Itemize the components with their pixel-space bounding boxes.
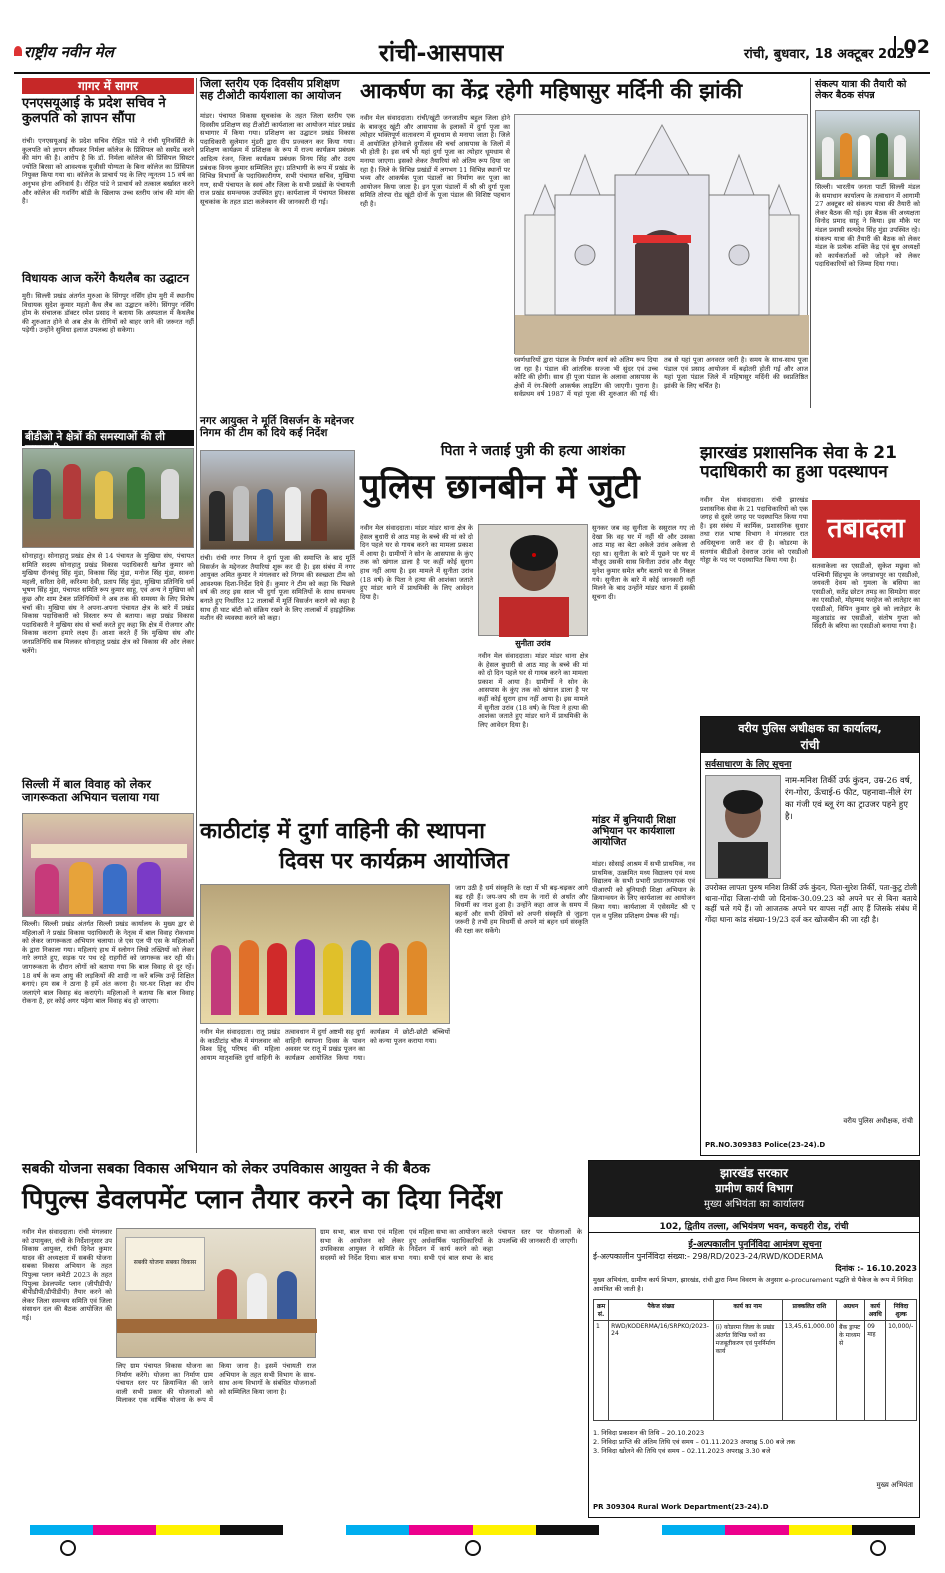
story-headline: एनएसयूआई के प्रदेश सचिव ने कुलपति को ज्ञापन सौंपा (22, 96, 166, 126)
notice-title: सर्वसाधारण के लिए सूचना (705, 760, 792, 770)
section-title: रांची-आसपास (379, 39, 504, 67)
table-cell: 10,000/- (886, 1321, 917, 1421)
story-headline: पुलिस छानबीन में जुटी (360, 467, 640, 507)
story-body: जाग उठी है धर्म संस्कृति के रक्षा में भी बढ़-चढ़कर आगे बढ़ रही हैं। जय-जय श्री राम के नारों से अर्थात और विधर्मी का नाश हुआ है। उन्होंने कहा आज के समय में बहनों और सभी देवियों को अपनी संस्कृति से जुड़ना जरूरी है तभी हम विधर्मी से अपने मां बहन धर्म संस्कृति की रक्षा कर सकेंगे। (455, 884, 588, 935)
table-header: निविदा शुल्क (886, 1300, 917, 1321)
story-headline: सिल्ली में बाल विवाह को लेकर जागरूकता अभियान चलाया गया (22, 777, 160, 804)
news-photo (200, 450, 355, 550)
story-body: नवीन मेल संवाददाता। मांडर मांडर थाना क्षेत्र के हेसल बुधारी से आठ माह के बच्चे की मां को दो दिन पहले घर से गायब करने का मामला प्रकाश में आया है। ग्रामीणों ने सोन के आसपास के कुंए तक को खंगाल डाला है पर कहीं कोई सुराग हाथ नहीं आया है। इस मामले में सुनीता उरांव (18 वर्ष) के पिता ने हत्या की आशंका जताते हुए मांडर थाने में प्राथमिकी के लिए आवेदन दिया है। (360, 524, 473, 601)
table-row (594, 1321, 917, 1421)
table-cell: 09 माह (865, 1321, 886, 1421)
story-body: रांची। रांची नगर निगम ने दुर्गा पूजा की समाप्ति के बाद मूर्ति विसर्जन के मद्देनजर तैयारियां शुरू कर दी है। इस संबंध में नगर आयुक्त अमित कुमार ने मंगलवार को निगम की स्वच्छता टीम को आवश्यक दिशा-निर्देश दिये हैं। कुमार ने टीम को कहा कि पिछले वर्ष की तरह इस साल भी दुर्गा पूजा समितियों के साथ समन्वय बनाते हुए निर्धारित 12 तालाबों में मूर्ति विसर्जन कराने को कहा है साथ ही घाट बॉटी को संक्रिय रखने के लिए तालाबों में हाइड्रोलिक मशीन की व्यवस्था करने को कहा। (200, 554, 355, 623)
police-notice (700, 716, 920, 1156)
masthead (14, 34, 930, 74)
tender-address: 102, द्वितीय तल्ला, अभियंत्रण भवन, कचहरी रोड, रांची (589, 1219, 919, 1233)
news-photo (22, 813, 194, 917)
notice-header (701, 717, 919, 753)
story-body: सिल्ली। सिल्ली प्रखंड अंतर्गत सिल्ली प्रखंड कार्यालय के मुख्य द्वार से महिलाओं ने प्रखंड विकास पदाधिकारी के नेतृत्व में बाल विवाह रोकथाम को लेकर जागरूकता अभियान चलाया। जे एस एल पी एस के महिलाओं के द्वारा निकाला गया। महिलाएं हाथ में स्लोगन लिखे तख्तियों को लेकर नारे लगाते हुए, सड़क पर पथ रहे राहगीरों को जागरूक कर रही थी। जागरूकता के दौरान लोगों को बताया गया कि बाल विवाह से दूर रहें। 18 वर्ष के कम आयु की लड़कियों की शादी ना करें बल्कि उन्हें शिक्षित बनाएं। हम सब ने ठाना है हमें अंत करना है। घर-घर शिक्षा का दीप जलाएंगे बाल विवाह बंद कराएंगे। महिलाओं ने बताया कि बाल विवाह रोकना है, हर कोई अगर पढ़ेगा बाल विवाह बंद हो जाएगा। (22, 920, 194, 1006)
lead-headline: आकर्षण का केंद्र रहेगी महिषासुर मर्दिनी की झांकी (360, 79, 743, 103)
news-photo (815, 110, 920, 180)
transfer-badge: तबादला (812, 500, 920, 558)
story-body: सिल्ली। भारतीय जनता पार्टी सिल्ली मंडल के समाधान कार्यालय के तत्वाधान में आगामी 27 अक्टूबर को संकल्प यात्रा की तैयारी को लेकर बैठक की गई। इस बैठक की अध्यक्षता विनोद प्रमाद साहू ने किया। इस मौके पर मंडल प्रवासी सत्यदेव सिंह मुंडा उपस्थित रहे। संकल्प यात्रा की तैयारी की बैठक को लेकर मंडल के प्रत्येक शक्ति केंद्र एवं बूथ अध्यक्षों को कार्यकर्ताओं को जोड़ने को लेकर पदाधिकारियों को जिम्मा दिया गया। (815, 183, 920, 269)
story-body: सुनकर जब वह सुनीता के ससुराल गए तो देखा कि वह घर में नहीं थी और उसका आठ माह का बेटा अकेले उरांव अकेला रो रहा था। सुनीता के बारे में पूछने पर घर में मौजूद उसकी सास विनीता उरांव और मैसूर मुनेश कुमार समेत बगैर बताये घर से निकल गये। सुनीता के बारे में कोई जानकारी नहीं मिलने के बाद उन्होंने मांडर थाना में इसकी सूचना दी। (592, 524, 695, 601)
tender-notes: 1. निविदा प्रकाशन की तिथि – 20.10.2023 2. निविदा प्राप्ति की अंतिम तिथि एवं समय – 01.11.2023 अपराह्न 5.00 बजे तक 3. निविदा खोलने की तिथि एवं समय – 02.11.2023 अपराह्न 3.30 बजे (593, 1429, 796, 1455)
story-body: मुरी। सिल्ली प्रखंड अंतर्गत मुरुआ के सिंगपुर नर्सिंग होम मुरी में स्थानीय विधायक सुदेश कुमार महतो कैथ लैब का उद्घाटन करेंगे। सिंगपुर नर्सिंग होम के संचालक डॉक्टर रमेश प्रसाद ने बताया कि अस्पताल में कैथलैब की शुरुआत होने से अब क्षेत्र के रोगियों को बाहर जाने की जरूरत नहीं पड़ेगी। उन्होंने सुविधा इलाज उपलब्ध हो सकेगा। (22, 292, 194, 335)
story-body: नवीन मेल संवाददाता। रातू प्रखंड के काठीटांड़ चौक में मंगलवार को विश्व हिंदू परिषद की महिला आयाम मातृशक्ति दुर्गा वाहिनी के तत्वावधान में दुर्गा अष्टमी सह दुर्गा वाहिनी स्थापना दिवस के पावन अवसर पर रातू में प्रखंड पूजन का कार्यक्रम आयोजित किया गया। कार्यक्रम में छोटी-छोटी बच्चियों को कन्या पूजन कराया गया। (200, 1028, 450, 1062)
table-cell: 13,45,61,000.00 (782, 1321, 837, 1421)
table-header: अग्रधन (837, 1300, 865, 1321)
story-body: नवीन मेल संवाददाता। रांची झारखंड प्रशासनिक सेवा के 21 पदाधिकारियों को एक जगह से दूसरे जगह पर पदस्थापित किया गया है। इस संबंध में कार्मिक, प्रशासनिक सुधार तथा राज भाषा विभाग ने मंगलवार रात अधिसूचना जारी कर दी है। कोडरमा के सतगांव बीडीओ देवराज उरांव को एसडीओ गोड्डा के पद पर पदस्थापित किया गया है। (700, 496, 808, 565)
table-header: प्राक्कलित राशि (782, 1300, 837, 1321)
tender-intro: मुख्य अभियंता, ग्रामीण कार्य विभाग, झारखंड, रांची द्वारा निम्न विवरण के अनुसार e-procurement पद्धति से पैकेज के रूप में निविदा आमंत्रित की जाती है। (593, 1276, 913, 1293)
meeting-photo (116, 1228, 316, 1358)
story-body: मांडर। पंचायत विकास सूचकांक के तहत जिला स्तरीय एक दिवसीय प्रशिक्षण सह टीओटी कार्यशाला का आयोजन मांडर प्रखंड सभागार में किया गया। प्रशिक्षण का उद्घाटन प्रखंड विकास पदाधिकारी सुलेमान मुंडरी द्वारा दीप प्रज्वलन कर किया गया। प्रशिक्षण कार्यक्रम में प्रशिक्षक के रूप में राज्य कार्यक्रम प्रबंधक आदित्य रंजन, जिला कार्यक्रम प्रबंधक विनय सिंह और उदय प्रबंधक विनय कुमार सम्मिलित हुए। प्रतिभागी के रूप में प्रखंड के विभिन्न विभागों के पदाधिकारीगण, सभी पंचायत सचिव, मुखिया गण, सभी पंचायत के स्वयं और जिला के सभी प्रखंडों के पंचायती राज प्रखंड समन्वयक उपस्थित हुए। कार्यशाला में पंचायत विकास सूचकांक के तहत डाटा कलेक्शन की जानकारी दी गई। (200, 112, 355, 206)
tender-dept: ग्रामीण कार्य विभाग (715, 1182, 793, 1195)
tender-title: ई-अल्पकालीन पुनर्निविदा आमंत्रण सूचना (688, 1240, 822, 1250)
notice-org: वरीय पुलिस अधीक्षक का कार्यालय, (738, 722, 882, 735)
tender-govt: झारखंड सरकार (720, 1166, 788, 1180)
table-header: क्रम सं. (594, 1300, 609, 1321)
table-header-row (594, 1300, 917, 1321)
story-headline: बीडीओ ने क्षेत्रों की समस्याओं की ली (22, 430, 194, 446)
story-headline: विधायक आज करेंगे कैथलैब का उद्घाटन (22, 271, 190, 285)
poster: सबकी योजना सबका विकास (125, 1237, 205, 1291)
story-body: नवीन मेल संवाददाता। मांडर मांडर थाना क्षेत्र के हेसल बुधारी से आठ माह के बच्चे की मां को दो दिन पहले घर से गायब करने का मामला प्रकाश में आया है। ग्रामीणों ने सोन के आसपास के कुंए तक को खंगाल डाला है पर कहीं कोई सुराग हाथ नहीं आया है। इस मामले में सुनीता उरांव (18 वर्ष) के पिता ने हत्या की आशंका जताते हुए मांडर थाने में प्राथमिकी के लिए आवेदन दिया है। (478, 652, 588, 729)
pandal-illustration (515, 115, 809, 355)
story-headline: जिला स्तरीय एक दिवसीय प्रशिक्षण सह टीओटी कार्यशाला का आयोजन (200, 77, 341, 103)
column-rule (810, 78, 811, 408)
portrait-photo (478, 524, 588, 636)
story-body: सोनाहातु। सोनाहातु प्रखंड क्षेत्र से 14 पंचायत के मुखिया संघ, पंचायत समिति सदस्य सोनाहातु प्रखंड विकास पदाधिकारी खगेश कुमार को मुखिया दीनबंधु सिंह मुंडा, विकास सिंह मुंडा, मनोज सिंह मुंडा, सावना महली, सरिता देवी, करिश्मा देवी, प्रताप सिंह मुंडा, मुखिया प्रतिनिधि धर्म भूषण सिंह मुंडा, पंचायत समिति रूप कुमार साहू, एवं अन्य ने मुखिया को कुछ और शाम टेबल प्रतिनिधियों ने अब तक की समस्या के लिए विशेष चर्चा की। मुखिया संघ ने अपना-अपना पंचायत क्षेत्र के बारे में प्रखंड विकास पदाधिकारी को विस्तार रूप से बताया। कहा प्रखंड विकास पदाधिकारी ने मुखिया संघ से चर्चा करते हुए कहा कि क्षेत्र में रोजगार और विकास कराना हमारे लक्ष्य हैं। आशा करते हैं कि मुखिया संघ और जनप्रतिनिधि सब मिलकर सोनाहातु प्रखंड क्षेत्र को विकास की ओर लेकर चलेंगे। (22, 552, 194, 655)
notice-signature: वरीय पुलिस अधीक्षक, रांची (843, 1117, 913, 1125)
dateline: रांची, बुधवार, 18 अक्टूबर 2023 (744, 47, 915, 62)
tender-table (593, 1299, 917, 1421)
column-tag: गागर में सागर (22, 78, 194, 94)
table-header: कार्य का नाम (713, 1300, 782, 1321)
notice-city: रांची (800, 738, 820, 752)
page-number: 02 (894, 36, 930, 58)
table-cell: बैंक ड्राफ्ट के माध्यम से (837, 1321, 865, 1421)
tender-ref-no: PR 309304 Rural Work Department(23-24).D (593, 1503, 769, 1511)
story-kicker: सबकी योजना सबका विकास अभियान को लेकर उपविकास आयुक्त ने की बैठक (22, 1161, 430, 1177)
table-header: कार्य अवधि (865, 1300, 886, 1321)
story-headline: मांडर में बुनियादी शिक्षा अभियान पर कार्यशाला आयोजित (592, 815, 676, 849)
lead-body: नवीन मेल संवाददाता। रांची/खूंटी जनजातीय बहुल जिला होने के बावजूद खूंटी और आसपास के इलाकों में दुर्गा पूजा का त्योहार भक्तिपूर्ण वातावरण में धूमधाम से मनाया जाता है। जिले में आयोजित होनेवाले दुर्गोत्सव की चर्चा आसपास के जिलों में भी होती है। इस वर्ष भी यहां दुर्गा पूजा का त्योहार धूमधाम से मनाया जाएगा। इसको लेकर तैयारियां को अंतिम रूप दिया जा रहा है। जिले के विभिन्न प्रखंडों में लगभग 11 विभिन्न स्थानों पर भव्य और आकर्षक पूजा पंडालों का निर्माण कर पूजा का आयोजन किया जाता है। इन पूजा पंडालों में श्री श्री दुर्गा पूजा समिति तोरपा रोड खूंटी दोनों के पूजा पंडाल की विशिष्ट पहचान रही है। (360, 114, 510, 208)
missing-person-photo (705, 775, 781, 879)
story-body: लिए ग्राम पंचायत विकास योजना का निर्माण करेंगे। योजना का निर्माण ग्राम पंचायत स्तर पर क्रियान्वित की जाने वाली सभी प्रकार की योजनाओं को मिलाकर एक वार्षिक योजना के रूप में किया जाना है। इसमें पंचायती राज अभियान के तहत सभी विभाग के साथ-साथ अन्य विभागों के संबंधित योजनाओं को सम्मिलित किया जाना है। (116, 1362, 316, 1405)
portrait-illustration (479, 525, 589, 637)
table-header: पैकेज संख्या (609, 1300, 714, 1321)
tender-signer: मुख्य अभियंता (876, 1481, 913, 1489)
tender-ref: ई-अल्पकालीन पुनर्निविदा संख्या:- 298/RD/2023-24/RWD/KODERMA (593, 1252, 824, 1261)
news-photo (22, 448, 194, 548)
tender-table-wrap (593, 1299, 917, 1425)
person-photo-illustration (706, 776, 780, 878)
story-headline: पिपुल्स डेवलपमेंट प्लान तैयार करने का दिया निर्देश (22, 1185, 502, 1215)
story-headline: काठीटांड़ में दुर्गा वाहिनी की स्थापना (200, 819, 485, 844)
story-body: नवीन मेल संवाददाता। रांची मंगलवार को उपायुक्त, रांची के निर्देशानुसार उप विकास आयुक्त, रांची दिनेश कुमार यादव की अध्यक्षता में सबकी योजना सबका विकास अभियान के तहत पिपुल्स प्लान कमेटी 2023 के तहत पिपुल्स डेवलपमेंट प्लान (जीपीडीपी/बीपीडीपी/डीपीडीपी) तैयार करने को लेकर जिला समन्वय समिति एवं जिला संसाधन दल की बैठक आयोजित की गई। (22, 1228, 112, 1322)
table-cell: (i) कोडरमा जिला के प्रखंड अंतर्गत विभिन्न पथों का मजबूतीकरण एवं पुनर्निर्माण कार्य (713, 1321, 782, 1421)
registration-mark-icon (60, 1540, 76, 1556)
notice-body: उपरोक्त लापता पुरुष मनिश तिर्की उर्फ कुंदन, पिता-सुरेश तिर्की, पता-कुटु टोली थाना-गोंदा जिला-रांची जो दिनांक-30.09.23 को अपने घर से बिना बताये कहीं चले गये हैं। जो आजतक अपने घर वापस नहीं आए हैं जिसके संबंध में गोंदा थाना कांड संख्या-19/23 दर्ज कर खोजबीन की जा रही है। (705, 883, 917, 924)
story-headline: नगर आयुक्त ने मूर्ति विसर्जन के मद्देनजर निगम की टीम को दिये कई निर्देश (200, 415, 354, 439)
story-kicker: पिता ने जताई पुत्री की हत्या आशंका (440, 443, 626, 459)
lead-body: स्वर्णधारियों द्वारा पंडाल के निर्माण कार्य को अंतिम रूप दिया जा रहा है। पंडाल की आंतरिक सज्जा भी सुंदर एवं उच्च कोटि की होगी। साथ ही पूजा पंडाल के अलावा आसपास के क्षेत्रों में रंग-बिरंगी आकर्षक लाइटिंग की जाएगी। पुराना है। सर्वप्रथम वर्ष 1987 में यहां पूजा की शुरुआत की गई थी। तब से यहां पूजा अनवरत जारी है। समय के साथ-साथ पूजा पंडाल एवं प्रसाद आयोजन में बढ़ोतरी होती गई और आज यहां पूजा पंडाल जिले में महिषासुर मर्दिनी की स्वप्रतिष्ठित झांकी के लिए चर्चित है। (514, 356, 808, 399)
news-photo (200, 884, 450, 1024)
story-body: सतवाकेला का एसडीओ, सुकेश मछुवा को पश्चिमी सिंहभूम के जगन्नाथपुर का एसडीओ, जयवती देवम को गुमला के बसिया का एसडीओ, सतेंद्र छोटन तमड़ का सिमडेगा सदर का एसडीओ, मोहम्मद फरहेज को लातेहार का एसडीओ, विपिन कुमार दुबे को लातेहार के महुआडांड का एसडीओ, संतोष गुप्ता को सिंदरी के बरिया का एसडीओ बनाया गया है। (812, 562, 920, 631)
tender-date: दिनांक :- 16.10.2023 (835, 1264, 917, 1273)
story-headline: झारखंड प्रशासनिक सेवा के 21 पदाधिकारी का हुआ पदस्थापन (700, 443, 897, 483)
registration-mark-icon (870, 1540, 886, 1556)
brand-name: राष्ट्रीय नवीन मेल (24, 43, 114, 61)
print-color-bar (30, 1525, 915, 1535)
notice-ref: PR.NO.309383 Police(23-24).D (705, 1141, 826, 1149)
column-rule (196, 78, 197, 1153)
registration-mark-icon (465, 1540, 481, 1556)
story-body: मांडर। सोसाईं आश्रम में सभी प्राथमिक, नव प्राथमिक, उत्क्रमित मध्य विद्यालय एवं मध्य विद्यालय के सभी प्रभारी प्रधानाध्यापक एवं पीआरपी को बुनियादी शिक्षा अभियान के क्रियान्वयन के लिए कार्यशाला का आयोजन किया गया। कार्यशाला में एसेसमेंट श्री ए एल व पुलिस प्रशिक्षण प्रेषक की गई। (592, 860, 695, 920)
tender-header (589, 1161, 919, 1217)
missing-person-description: नाम-मनिश तिर्की उर्फ कुंदन, उम्र-26 वर्ष, रंग-गोरा, ऊँचाई-6 फीट, पहनावा-नीले रंग का गंजी एवं ब्लू रंग का ट्राउजर पहने हुए है। (785, 776, 913, 822)
tender-notice (588, 1160, 920, 1518)
photo-caption: सुनीता उरांव (515, 639, 551, 648)
story-headline: दिवस पर कार्यक्रम आयोजित (279, 849, 509, 874)
story-body: ग्राम सभा, बाल सभा एवं महिला सभा के आयोजन को लेकर उपविकास आयुक्त ने समिति के सदस्यों को निर्देश दिया। बाल सभा एवं महिला सभा का आयोजन करते हुए अर्धवार्षिक पदाधिकारियों के निर्देशन में कार्य करने को कहा गया। सभी एवं बाल सभा के बाद पंचायत स्तर पर योजनाओं के उपलब्धि की जानकारी दी जाएगी। (320, 1228, 582, 1262)
story-body: रांची। एनएसयूआई के प्रदेश सचिव रोहित पांडे ने रांची यूनिवर्सिटी के कुलपति को ज्ञापन सौंपकर निर्मला कॉलेज के प्रिंसिपल को सस्पेंड करने की मांग की है। आरोप है कि डॉ. निर्मला कॉलेज की प्रिंसिपल सिस्टर ज्योति बिरसा को आवश्यक यूजीसी योग्यता के बिना कॉलेज का प्रिंसिपल नियुक्त किया गया था। कॉलेज के प्राचार्य पद के लिए न्यूनतम 15 वर्ष का अनुभव होना अनिवार्य है। रोहित पांडे ने प्राचार्य को तत्काल बर्खास्त करने और कॉलेज की गवर्निंग बॉडी के खिलाफ उच्च स्तरीय जांच की मांग की है। (22, 137, 194, 206)
table-cell: 1 (594, 1321, 609, 1421)
tender-office: मुख्य अभियंता का कार्यालय (703, 1199, 805, 1210)
story-headline: संकल्प यात्रा की तैयारी को लेकर बैठक संपन्न (815, 79, 907, 101)
table-cell: RWD/KODERMA/16/SRPKO/2023-24 (609, 1321, 714, 1421)
pandal-photo (514, 114, 808, 354)
